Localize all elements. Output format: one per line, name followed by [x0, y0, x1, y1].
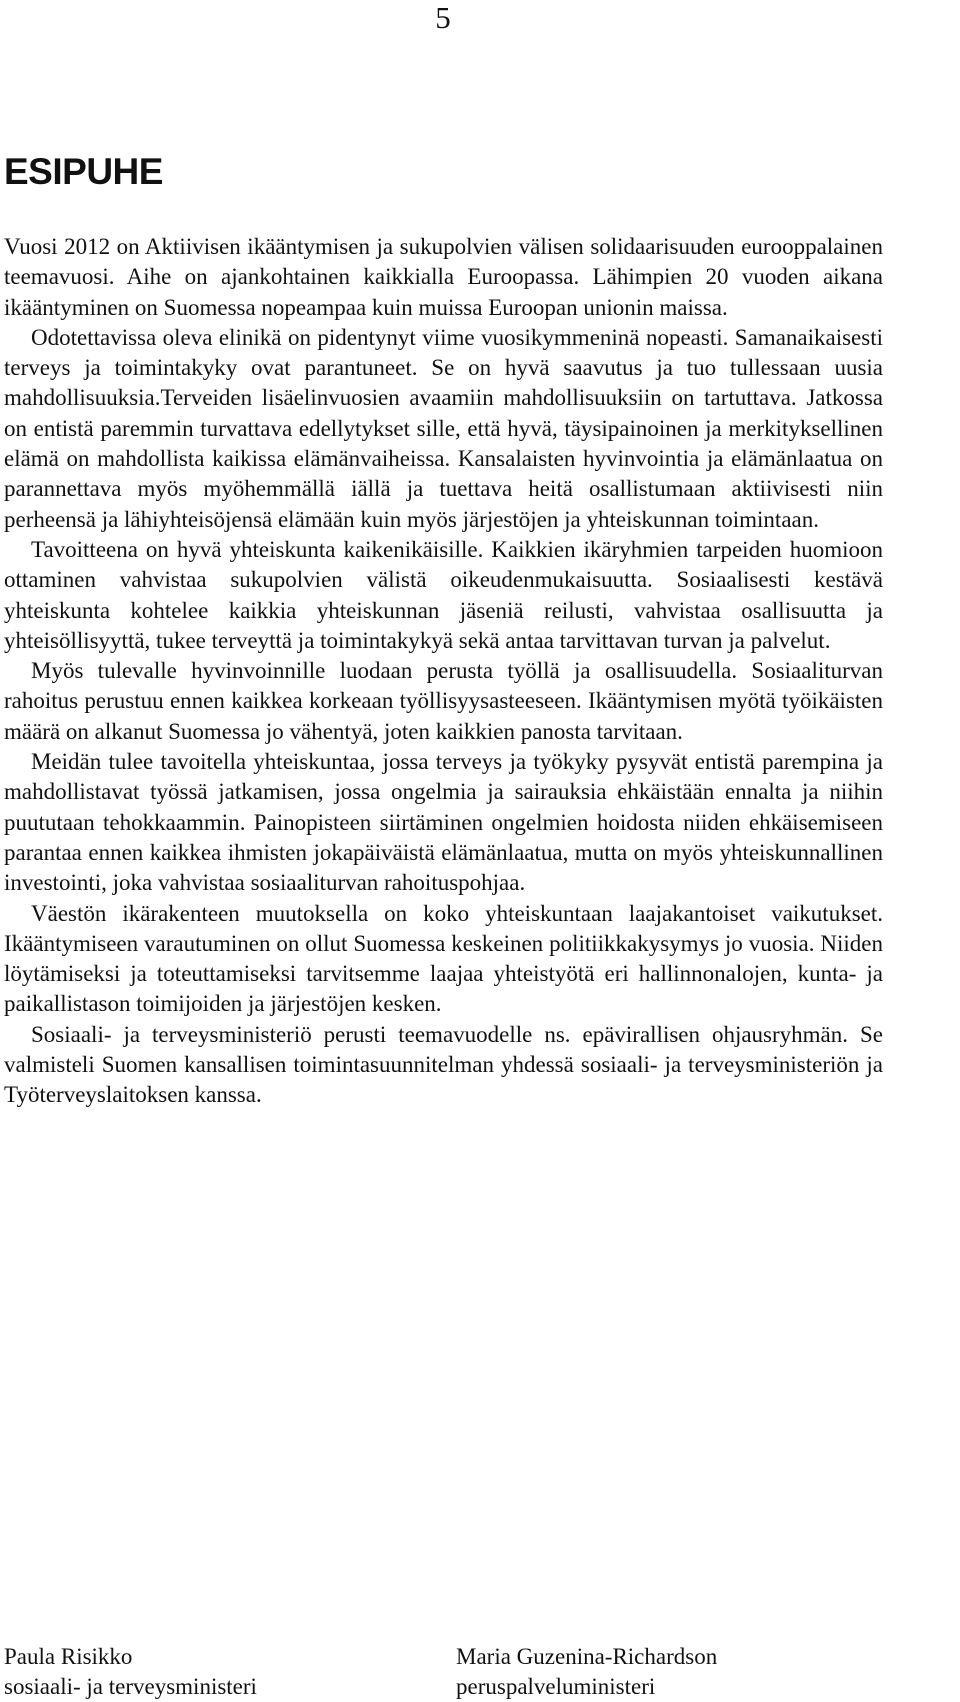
paragraph: Meidän tulee tavoitella yhteiskuntaa, jossa terveys ja työkyky pysyvät entistä parempina ja mahdollistavat työssä jatkamisen, jossa ongelmia ja sairauksia ehkäistään ennalta ja niihin puututaan tehokkaammin. Painopisteen siirtäminen ongelmien hoidosta niiden ehkäisemiseen parantaa ennen kaikkea ihmisten jokapäiväistä elämänlaatua, mutta on myös yhteiskunnallinen investointi, joka vahvistaa sosiaaliturvan rahoituspohjaa. — [4, 749, 883, 896]
paragraph: Sosiaali- ja terveysministeriö perusti teemavuodelle ns. epävirallisen ohjausryhmän. Se valmisteli Suomen kansallisen toimintasuunnitelman yhdessä sosiaali- ja terveysministeriön ja Työterveyslaitoksen kanssa. — [4, 1021, 883, 1108]
paragraph: Vuosi 2012 on Aktiivisen ikääntymisen ja sukupolvien välisen solidaarisuuden eurooppalainen teemavuosi. Aihe on ajankohtainen kaikkialla Euroopassa. Lähimpien 20 vuoden aikana ikääntyminen on Suomessa nopeampaa kuin muissa Euroopan unionin maissa. — [4, 234, 883, 320]
signatory-name: Paula Risikko — [4, 1644, 133, 1669]
signature-left — [4, 1642, 257, 1702]
signatory-title: sosiaali- ja terveysministeri — [4, 1674, 257, 1699]
preface-body — [4, 232, 883, 1111]
page-title: ESIPUHE — [4, 151, 163, 192]
signatory-title: peruspalveluministeri — [456, 1674, 656, 1699]
signatory-name: Maria Guzenina-Richardson — [456, 1644, 718, 1669]
paragraph: Väestön ikärakenteen muutoksella on koko yhteiskuntaan laajakantoiset vaikutukset. Ikääntymiseen varautuminen on ollut Suomessa keskeinen politiikkakysymys jo vuosia. Niiden löytämiseksi ja toteuttamiseksi tarvitsemme laajaa yhteistyötä eri hallinnonalojen, kunta- ja paikallistason toimijoiden ja järjestöjen kesken. — [4, 900, 883, 1017]
page-number: 5 — [435, 0, 451, 35]
paragraph: Odotettavissa oleva elinikä on pidentynyt viime vuosikymmeninä nopeasti. Samanaikaisesti terveys ja toimintakyky ovat parantuneet. Se on hyvä saavutus ja tuo tullessaan uusia mahdollisuuksia.Terveiden lisäelinvuosien avaamiin mahdollisuuksiin on tartuttava. Jatkossa on entistä paremmin turvattava edellytykset sille, että hyvä, täysipainoinen ja merkityksellinen elämä on mahdollista kaikissa elämänvaiheissa. Kansalaisten hyvinvointia ja elämänlaatua on parannettava myös myöhemmällä iällä ja tuettava heitä osallistumaan aktiivisesti niin perheensä ja lähiyhteisöjensä elämään kuin myös järjestöjen ja yhteiskunnan toimintaan. — [4, 324, 883, 532]
paragraph: Tavoitteena on hyvä yhteiskunta kaikenikäisille. Kaikkien ikäryhmien tarpeiden huomioon ottaminen vahvistaa sukupolvien välistä oikeudenmukaisuutta. Sosiaalisesti kestävä yhteiskunta kohtelee kaikkia yhteiskunnan jäseniä reilusti, vahvistaa osallisuutta ja yhteisöllisyyttä, tukee terveyttä ja toimintakykyä sekä antaa tarvittavan turvan ja palvelut. — [4, 536, 883, 653]
paragraph: Myös tulevalle hyvinvoinnille luodaan perusta työllä ja osallisuudella. Sosiaaliturvan rahoitus perustuu ennen kaikkea korkeaan työllisyysasteeseen. Ikääntymisen myötä työikäisten määrä on alkanut Suomessa jo vähentyä, joten kaikkien panosta tarvitaan. — [4, 658, 883, 744]
signature-right — [456, 1642, 717, 1702]
